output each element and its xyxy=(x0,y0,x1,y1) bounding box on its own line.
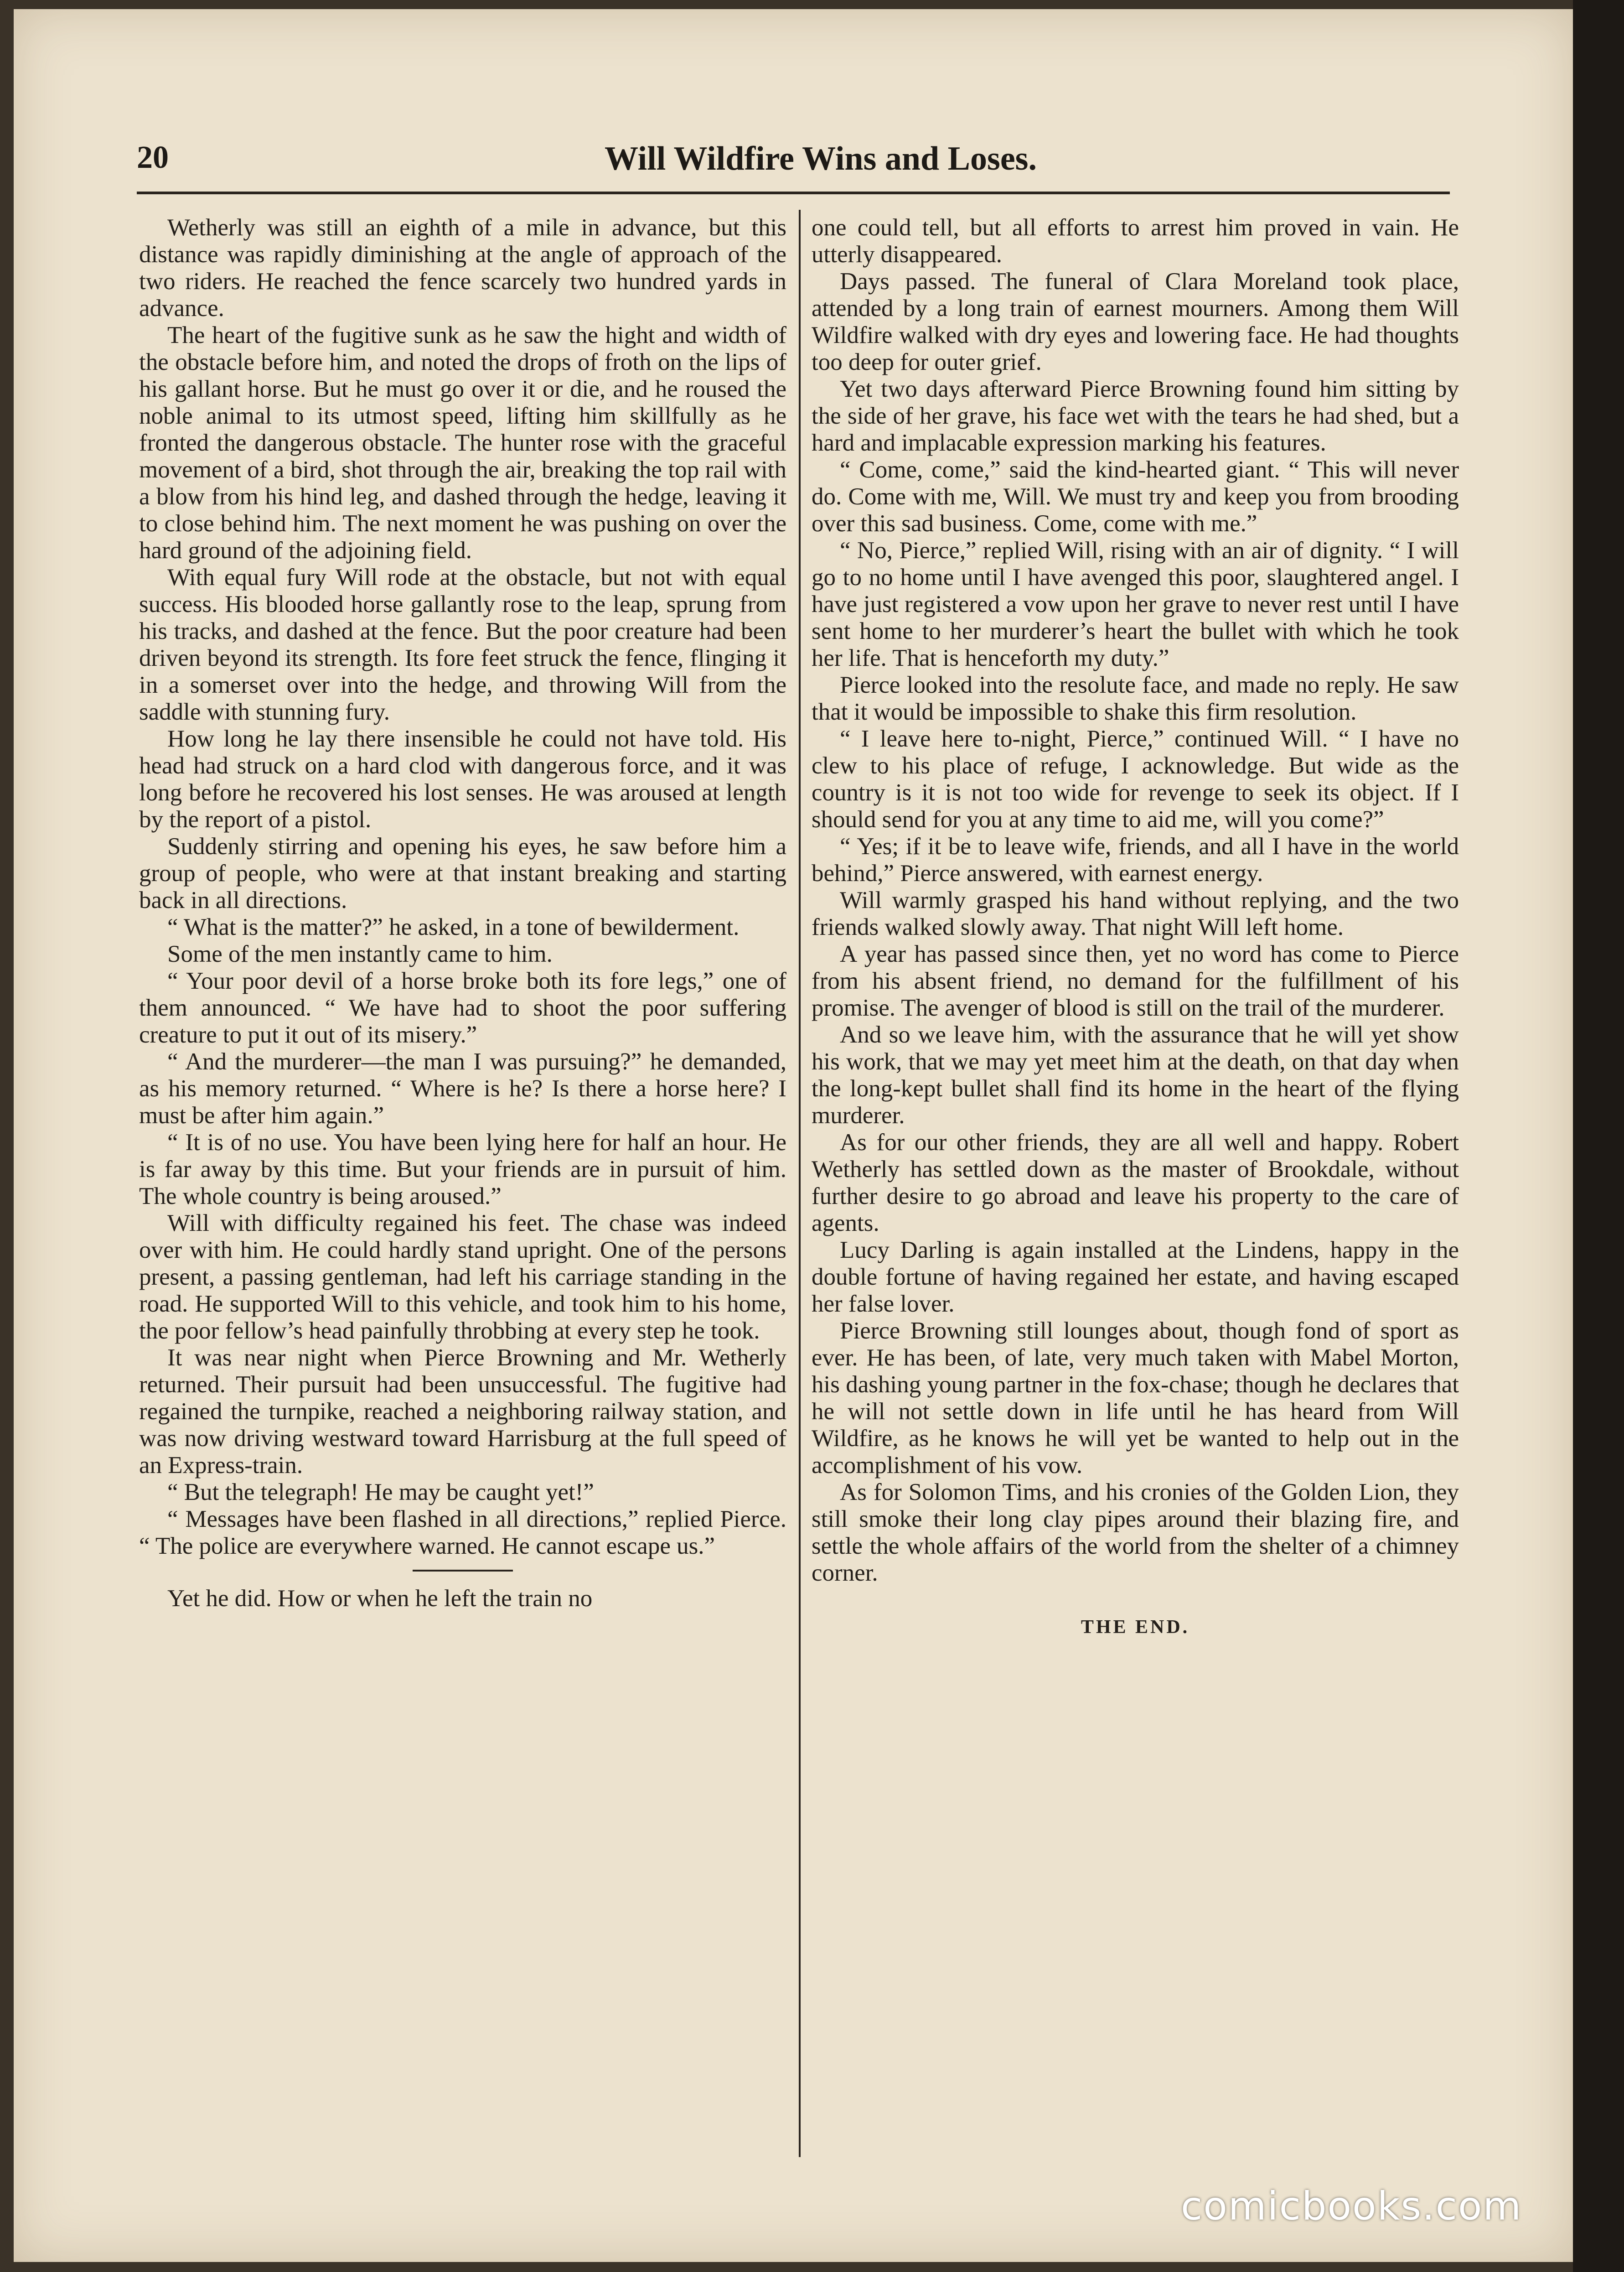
paragraph: “ Yes; if it be to leave wife, friends, and all I have in the world behind,” Pierce answered, with earnest energy. xyxy=(812,833,1459,887)
right-column xyxy=(812,214,1459,1641)
page-number: 20 xyxy=(137,140,169,175)
header-rule xyxy=(137,192,1450,194)
paragraph: With equal fury Will rode at the obstacle, but not with equal success. His blooded horse gallantly rose to the leap, sprung from his tracks, and dashed at the fence. But the poor creature had been driven beyond its strength. Its fore feet struck the fence, flinging it in a somerset over into the hedge, and throwing Will from the saddle with stunning fury. xyxy=(139,564,786,725)
page-header xyxy=(137,137,1450,187)
paragraph: “ Your poor devil of a horse broke both its fore legs,” one of them announced. “ We have had to shoot the poor suffering creature to put it out of its misery.” xyxy=(139,968,786,1048)
paragraph: “ Messages have been flashed in all directions,” replied Pierce. “ The police are everywhere warned. He cannot escape us.” xyxy=(139,1506,786,1559)
paragraph: “ But the telegraph! He may be caught yet!” xyxy=(167,1479,594,1505)
left-column xyxy=(139,214,786,1612)
section-rule xyxy=(413,1570,513,1572)
paragraph: A year has passed since then, yet no word has come to Pierce from his absent friend, no demand for the fulfillment of his promise. The avenger of blood is still on the trail of the murderer. xyxy=(812,941,1459,1021)
paragraph: “ It is of no use. You have been lying here for half an hour. He is far away by this time. But your friends are in pursuit of him. The whole country is being aroused.” xyxy=(139,1129,786,1209)
paragraph: The heart of the fugitive sunk as he saw the hight and width of the obstacle before him, and noted the drops of froth on the lips of his gallant horse. But he must go over it or die, and he roused the noble animal to its utmost speed, lifting him skillfully as he fronted the dangerous obstacle. The hunter rose with the graceful movement of a bird, shot through the air, breaking the top rail with a blow from his hind leg, and dashed through the hedge, leaving it to close behind him. The next moment he was pushing on over the hard ground of the adjoining field. xyxy=(139,322,786,564)
paragraph: As for our other friends, they are all well and happy. Robert Wetherly has settled down as the master of Brookdale, without further desire to go abroad and leave his property to the care of agents. xyxy=(812,1129,1459,1236)
paragraph: “ Come, come,” said the kind-hearted giant. “ This will never do. Come with me, Will. We must try and keep you from brooding over this sad business. Come, come with me.” xyxy=(812,456,1459,537)
paragraph: Yet two days afterward Pierce Browning found him sitting by the side of her grave, his face wet with the tears he had shed, but a hard and implacable expression marking his features. xyxy=(812,376,1459,456)
book-spine xyxy=(1573,0,1624,2272)
paragraph: “ No, Pierce,” replied Will, rising with an air of dignity. “ I will go to no home until I have avenged this poor, slaughtered angel. I have just registered a vow upon her grave to never rest until I have sent home to her murderer’s heart the bullet with which he took her life. That is henceforth my duty.” xyxy=(812,537,1459,671)
paragraph: It was near night when Pierce Browning and Mr. Wetherly returned. Their pursuit had been unsuccessful. The fugitive had regained the turnpike, reached a neighboring railway station, and was now driving westward toward Harrisburg at the full speed of an Express-train. xyxy=(139,1344,786,1478)
paragraph: Yet he did. How or when he left the train no xyxy=(167,1585,593,1612)
watermark: comicbooks.com xyxy=(1181,2184,1522,2229)
paragraph: Some of the men instantly came to him. xyxy=(167,941,553,967)
paragraph: Pierce looked into the resolute face, and made no reply. He saw that it would be impossible to shake this firm resolution. xyxy=(812,672,1459,725)
paragraph: Pierce Browning still lounges about, though fond of sport as ever. He has been, of late, very much taken with Mabel Morton, his dashing young partner in the fox-chase; though he declares that he will not settle down in life until he has heard from Will Wildfire, as he knows he will yet be wanted to help out in the accomplishment of his vow. xyxy=(812,1318,1459,1478)
paragraph: “ What is the matter?” he asked, in a tone of bewilderment. xyxy=(167,914,740,940)
paragraph: Will with difficulty regained his feet. The chase was indeed over with him. He could hardly stand upright. One of the persons present, a passing gentleman, had left his carriage standing in the road. He supported Will to this vehicle, and took him to his home, the poor fellow’s head painfully throbbing at every step he took. xyxy=(139,1210,786,1344)
paragraph: Suddenly stirring and opening his eyes, he saw before him a group of people, who were at that instant breaking and starting back in all directions. xyxy=(139,833,786,913)
the-end-label: THE END. xyxy=(1081,1617,1190,1638)
paragraph: “ And the murderer—the man I was pursuing?” he demanded, as his memory returned. “ Where is he? Is there a horse here? I must be after him again.” xyxy=(139,1048,786,1129)
paragraph: one could tell, but all efforts to arrest him proved in vain. He utterly disappeared. xyxy=(812,214,1459,268)
paragraph: Lucy Darling is again installed at the Lindens, happy in the double fortune of having regained her estate, and having escaped her false lover. xyxy=(812,1237,1459,1317)
paragraph: And so we leave him, with the assurance that he will yet show his work, that we may yet meet him at the death, on that day when the long-kept bullet shall find its home in the heart of the flying murderer. xyxy=(812,1022,1459,1129)
paragraph: Wetherly was still an eighth of a mile in advance, but this distance was rapidly diminishing at the angle of approach of the two riders. He reached the fence scarcely two hundred yards in advance. xyxy=(139,214,786,322)
column-divider xyxy=(799,210,801,2157)
paragraph: Days passed. The funeral of Clara Moreland took place, attended by a long train of earnest mourners. Among them Will Wildfire walked with dry eyes and lowering face. He had thoughts too deep for outer grief. xyxy=(812,268,1459,375)
paragraph: Will warmly grasped his hand without replying, and the two friends walked slowly away. That night Will left home. xyxy=(812,887,1459,940)
paragraph: How long he lay there insensible he could not have told. His head had struck on a hard clod with dangerous force, and it was long before he recovered his lost senses. He was aroused at length by the report of a pistol. xyxy=(139,726,786,833)
paragraph: “ I leave here to-night, Pierce,” continued Will. “ I have no clew to his place of refuge, I acknowledge. But wide as the country is it is not too wide for revenge to seek its object. If I should send for you at any time to aid me, will you come?” xyxy=(812,726,1459,833)
paragraph: As for Solomon Tims, and his cronies of the Golden Lion, they still smoke their long clay pipes around their blazing fire, and settle the whole affairs of the world from the shelter of a chimney corner. xyxy=(812,1479,1459,1586)
running-head: Will Wildfire Wins and Loses. xyxy=(605,140,1037,177)
